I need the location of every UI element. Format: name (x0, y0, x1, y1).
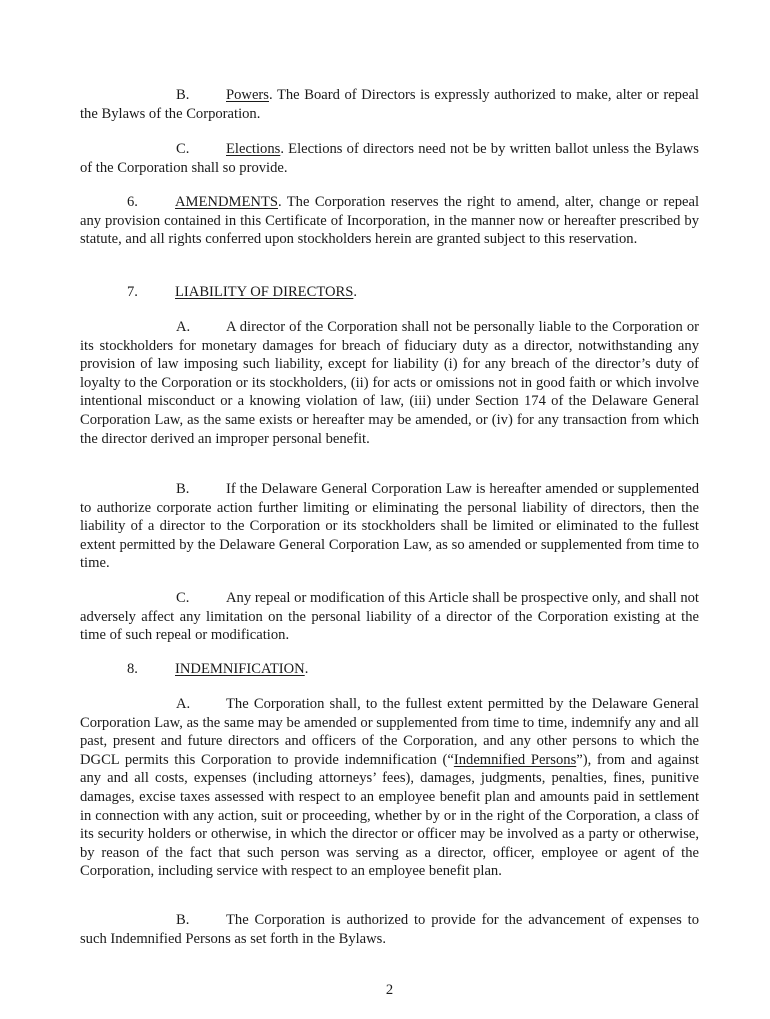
paragraph-label: B. (176, 481, 190, 497)
article-heading: LIABILITY OF DIRECTORS (175, 284, 354, 300)
page-number: 2 (385, 982, 394, 998)
paragraph-label: A. (176, 696, 191, 712)
paragraph-text: The Corporation shall, to the fullest extent permitted by the Delaware General Corporation Law, as the same may be amended or supplemented from time to time, indemnify any and all past, present and future directors and officers of the Corporation, and any other persons to which the DGCL permits this Corporation to provide indemnification (“ (80, 696, 699, 768)
paragraph-label: C. (176, 590, 190, 606)
paragraph-text: If the Delaware General Corporation Law is hereafter amended or supplemented to authorize corporate action further limiting or eliminating the personal liability of directors, then the liability of a director to the Corporation or its stockholders shall be limited or eliminated to the fullest extent permitted by the Delaware General Corporation Law, as so amended or supplemented from time to time. (80, 481, 699, 572)
paragraph-label: B. (176, 912, 190, 928)
article-number: 7. (127, 284, 138, 300)
paragraph-label: B. (176, 87, 190, 103)
paragraph-7b (80, 480, 699, 573)
paragraph-label: A. (176, 319, 191, 335)
article-number: 8. (127, 661, 138, 677)
paragraph-7c (80, 589, 699, 645)
paragraph-heading: Elections (226, 141, 281, 157)
paragraph-8a (80, 695, 699, 881)
paragraph-text: The Corporation is authorized to provide for the advancement of expenses to such Indemnified Persons as set forth in the Bylaws. (80, 912, 699, 947)
article-heading: AMENDMENTS (175, 194, 278, 210)
paragraph-5b-powers: B. Powers. The Board of Directors is expressly authorized to make, alter or repeal the Bylaws of the Corporation. (80, 87, 699, 122)
article-8-heading: 8. INDEMNIFICATION. (80, 660, 699, 679)
defined-term: Indemnified Persons (453, 751, 577, 768)
paragraph-7a (80, 318, 699, 448)
article-6-amendments: 6. AMENDMENTS. The Corporation reserves the right to amend, alter, change or repeal any provision contained in this Certificate of Incorporation, in the manner now or hereafter prescribed by statute, and all rights conferred upon stockholders herein are granted subject to this reservation. (80, 194, 699, 248)
article-number: 6. (127, 194, 138, 210)
paragraph-5c-elections: C. Elections. Elections of directors need not be by written ballot unless the Bylaws of the Corporation shall so provide. (80, 141, 699, 176)
paragraph-text: Any repeal or modification of this Article shall be prospective only, and shall not adversely affect any limitation on the personal liability of a director of the Corporation existing at the time of such repeal or modification. (80, 590, 699, 644)
paragraph-heading: Powers (226, 87, 269, 103)
paragraph-text: The Corporation reserves the right to amend, alter, change or repeal any provision contained in this Certificate of Incorporation, in the manner now or hereafter prescribed by statute, and all rights conferred upon stockholders herein are granted subject to this reservation. (80, 194, 699, 248)
paragraph-text: ”), from and against any and all costs, expenses (including attorneys’ fees), damages, judgments, penalties, fines, punitive damages, excise taxes assessed with respect to an employee benefit plan and amounts paid in settlement in connection with any action, suit or proceeding, whether by or in the right of the Corporation, a class of its security holders or otherwise, in which the director or officer may be involved as a party or otherwise, by reason of the fact that such person was serving as a director, officer, employee or agent of the Corporation, including service with respect to an employee benefit plan. (80, 751, 699, 880)
article-heading: INDEMNIFICATION (175, 661, 305, 677)
paragraph-label: C. (176, 141, 190, 157)
paragraph-text: The Board of Directors is expressly authorized to make, alter or repeal the Bylaws of the Corporation. (80, 87, 699, 122)
paragraph-text: Elections of directors need not be by written ballot unless the Bylaws of the Corporation shall so provide. (80, 141, 699, 176)
paragraph-8b (80, 911, 699, 948)
article-7-heading: 7. LIABILITY OF DIRECTORS. (80, 283, 699, 302)
paragraph-text: A director of the Corporation shall not be personally liable to the Corporation or its stockholders for monetary damages for breach of fiduciary duty as a director, notwithstanding any provision of law imposing such liability, except for liability (i) for any breach of the director’s duty of loyalty to the Corporation or its stockholders, (ii) for acts or omissions not in good faith or which involve intentional misconduct or a knowing violation of law, (iii) under Section 174 of the Delaware General Corporation Law, as the same exists or hereafter may be amended, or (iv) for any transaction from which the director derived an improper personal benefit. (80, 319, 699, 447)
